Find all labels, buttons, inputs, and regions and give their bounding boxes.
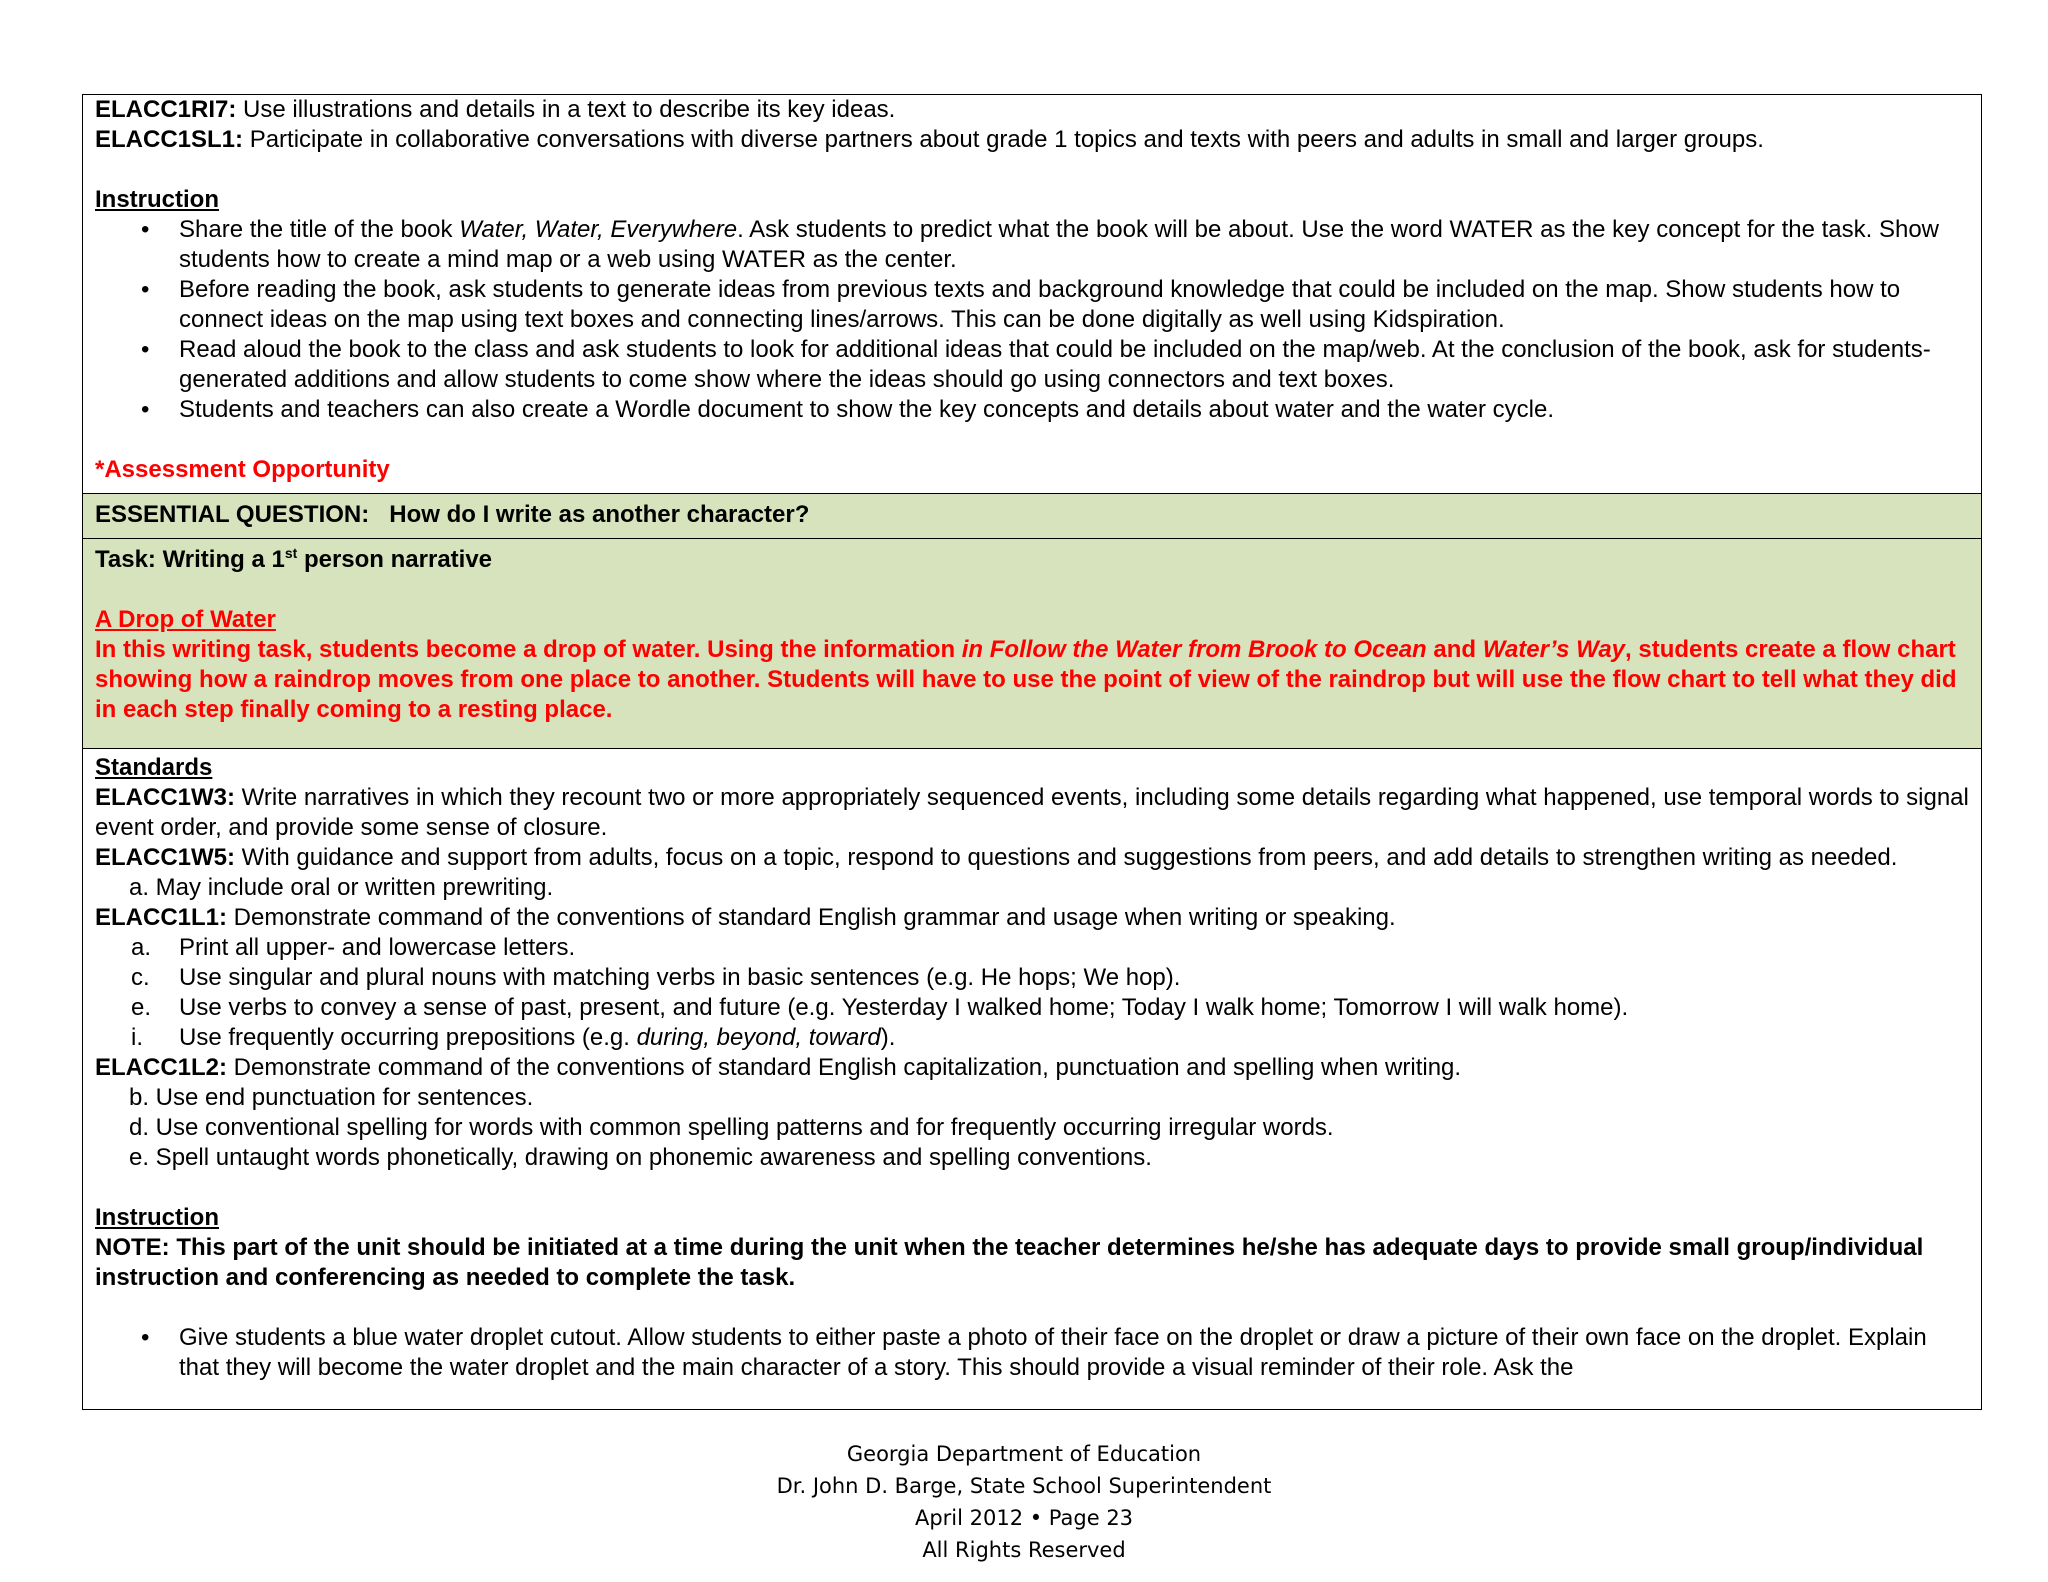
footer-superintendent: Dr. John D. Barge, State School Superintendent xyxy=(776,1474,1272,1498)
top-section xyxy=(83,95,1981,494)
list-item: • Students and teachers can also create a Wordle document to show the key concepts and details about water and the water cycle. xyxy=(141,396,1555,423)
list-item: d. Use conventional spelling for words with common spelling patterns and for frequently occurring irregular words. xyxy=(129,1114,1334,1141)
standard-l1: ELACC1L1: Demonstrate command of the conventions of standard English grammar and usage when writing or speaking. xyxy=(95,904,1396,931)
list-item: • Give students a blue water droplet cutout. Allow students to either paste a photo of their face on the droplet or draw a picture of their own face on the droplet. Explain that they will become the water droplet and the main character of a story. This should provide a visual reminder of their role. Ask the xyxy=(141,1324,1927,1381)
standard-w5: ELACC1W5: With guidance and support from adults, focus on a topic, respond to questions and suggestions from peers, and add details to strengthen writing as needed. xyxy=(95,844,1898,871)
essential-question-row xyxy=(83,494,1981,539)
list-item: c. Use singular and plural nouns with matching verbs in basic sentences (e.g. He hops; We hop). xyxy=(131,964,1181,991)
instruction-list xyxy=(95,215,1969,425)
list-item: • Share the title of the book Water, Water, Everywhere. Ask students to predict what the book will be about. Use the word WATER as the key concept for the task. Show students how to create a mind map or a web using WATER as the center. xyxy=(141,216,1940,273)
footer-date-page: April 2012 • Page 23 xyxy=(914,1506,1134,1530)
standard-sl1: ELACC1SL1: Participate in collaborative conversations with diverse partners about grade 1 topics and texts with peers and adults in small and larger groups. xyxy=(95,126,1764,153)
standard-l2: ELACC1L2: Demonstrate command of the conventions of standard English capitalization, punctuation and spelling when writing. xyxy=(95,1054,1462,1081)
assessment-opportunity: *Assessment Opportunity xyxy=(95,456,390,483)
task-description: In this writing task, students become a drop of water. Using the information in Follow the Water from Brook to Ocean and Water’s Way, students create a flow chart showing how a raindrop moves from one place to another. Students will have to use the point of view of the raindrop but will use the flow chart to tell what they did in each step finally coming to a resting place. xyxy=(95,636,1957,723)
standards-heading: Standards xyxy=(95,754,213,781)
list-item: e. Use verbs to convey a sense of past, present, and future (e.g. Yesterday I walked home; Today I walk home; Tomorrow I will walk home). xyxy=(131,994,1629,1021)
document-table xyxy=(82,94,1982,1410)
instruction-heading: Instruction xyxy=(95,186,219,213)
task-title: Task: Writing a 1st person narrative xyxy=(95,545,493,573)
list-item: • Read aloud the book to the class and ask students to look for additional ideas that could be included on the map/web. At the conclusion of the book, ask for students-generated additions and allow students to come show where the ideas should go using connectors and text boxes. xyxy=(141,336,1931,393)
instruction-list-2 xyxy=(95,1323,1969,1383)
list-item: e. Spell untaught words phonetically, drawing on phonemic awareness and spelling conventions. xyxy=(129,1144,1152,1171)
list-item: b. Use end punctuation for sentences. xyxy=(129,1084,534,1111)
essential-label: ESSENTIAL QUESTION: xyxy=(95,501,370,528)
instruction-note: NOTE: This part of the unit should be initiated at a time during the unit when the teacher determines he/she has adequate days to provide small group/individual instruction and conferencing as needed to complete the task. xyxy=(95,1234,1924,1291)
footer-rights: All Rights Reserved xyxy=(922,1538,1126,1562)
page-footer xyxy=(0,1438,2048,1566)
list-item: i. Use frequently occurring prepositions (e.g. during, beyond, toward). xyxy=(131,1024,896,1051)
task-subtitle: A Drop of Water xyxy=(95,606,276,633)
standard-ri7: ELACC1RI7: Use illustrations and details in a text to describe its key ideas. xyxy=(95,96,896,123)
standards-section xyxy=(83,749,1981,1409)
essential-question: How do I write as another character? xyxy=(389,501,810,528)
standard-w3: ELACC1W3: Write narratives in which they recount two or more appropriately sequenced events, including some details regarding what happened, use temporal words to signal event order, and provide some sense of closure. xyxy=(95,784,1969,841)
footer-department: Georgia Department of Education xyxy=(846,1442,1202,1466)
instruction-heading-2: Instruction xyxy=(95,1204,219,1231)
standard-w5-a: a. May include oral or written prewriting. xyxy=(129,874,554,901)
list-item: a. Print all upper- and lowercase letters. xyxy=(131,934,576,961)
list-item: • Before reading the book, ask students to generate ideas from previous texts and background knowledge that could be included on the map. Show students how to connect ideas on the map using text boxes and connecting lines/arrows. This can be done digitally as well using Kidspiration. xyxy=(141,276,1901,333)
task-section xyxy=(83,539,1981,749)
